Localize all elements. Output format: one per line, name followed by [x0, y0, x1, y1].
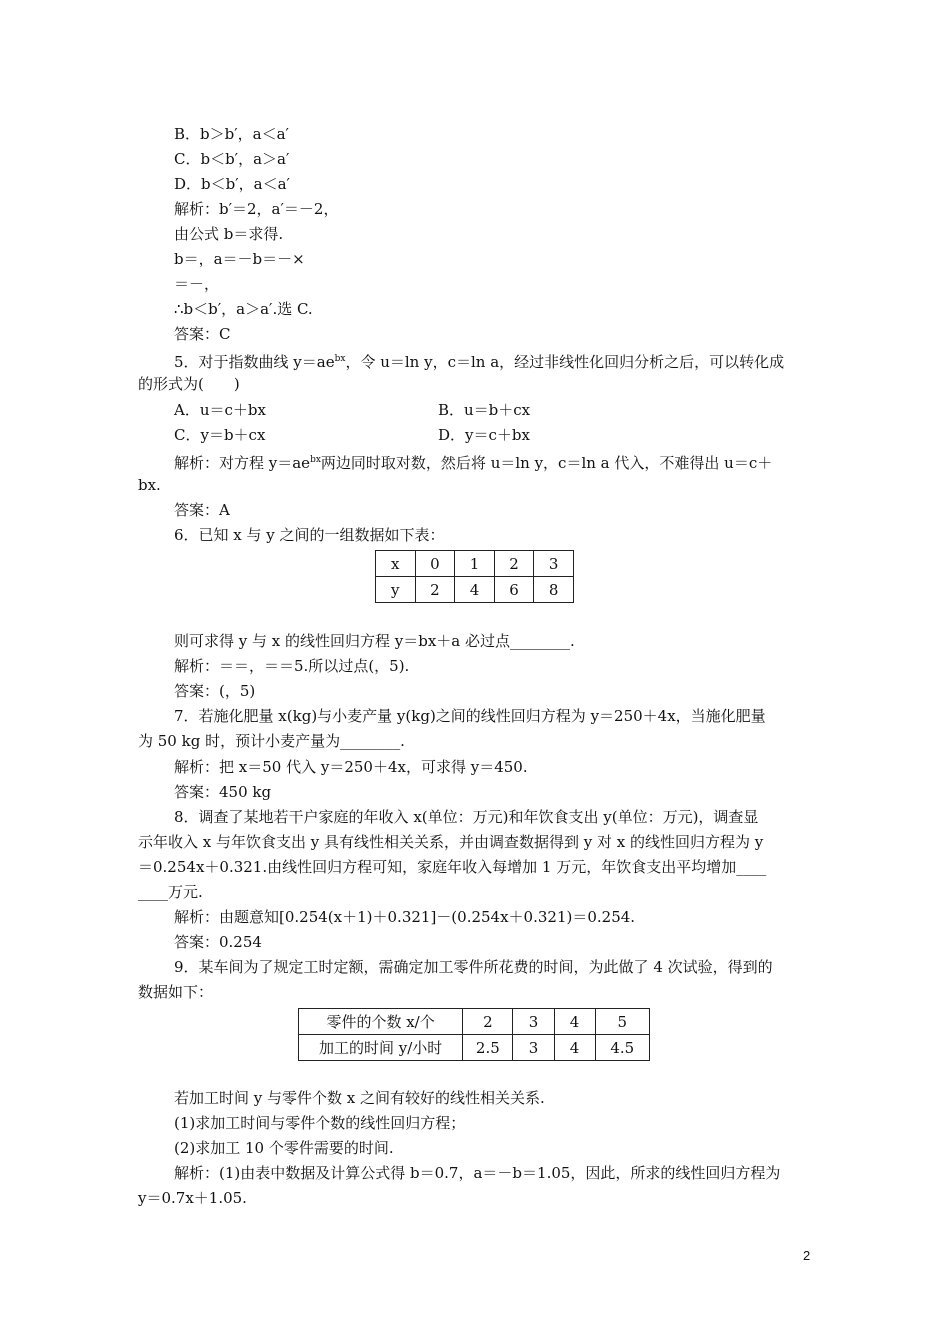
analysis-line: 解析：＝＝，＝＝5.所以过点(，5).: [174, 657, 410, 675]
table-cell: 3: [534, 551, 574, 577]
option-d: D．y＝c＋bx: [438, 426, 530, 444]
data-table-9: [298, 1008, 650, 1061]
question-5-cont: 的形式为( ): [138, 375, 240, 393]
table-cell: 1: [455, 551, 495, 577]
question-8: 8．调查了某地若干户家庭的年收入 x(单位：万元)和年饮食支出 y(单位：万元)，调查显: [174, 808, 759, 826]
page-number: 2: [803, 1248, 811, 1263]
question-8-cont: ＝0.254x＋0.321.由线性回归方程可知，家庭年收入每增加 1 万元，年饮食支出平均增加____: [138, 858, 767, 876]
option-c: C．b＜b′，a＞a′: [174, 150, 290, 168]
table-row: [376, 551, 574, 577]
answer-line: 答案：C: [174, 325, 231, 343]
question-9: 9．某车间为了规定工时定额，需确定加工零件所花费的时间，为此做了 4 次试验，得到的: [174, 958, 773, 976]
option-b: B．u＝b＋cx: [438, 401, 531, 419]
answer-line: 答案：450 kg: [174, 783, 272, 801]
analysis-line: bx.: [138, 476, 161, 494]
table-cell: 2: [463, 1009, 513, 1035]
analysis-line: ∴b＜b′，a＞a′.选 C.: [174, 300, 313, 318]
option-d: D．b＜b′，a＜a′: [174, 175, 290, 193]
table-cell: 2.5: [463, 1035, 513, 1061]
analysis-line: 由公式 b＝求得.: [174, 225, 284, 243]
table-row: [299, 1009, 650, 1035]
table-cell: 零件的个数 x/个: [299, 1009, 463, 1035]
option-a: A．u＝c＋bx: [174, 401, 266, 419]
table-cell: 8: [534, 577, 574, 603]
question-8-cont: 示年收入 x 与年饮食支出 y 具有线性相关关系，并由调查数据得到 y 对 x 的线性回归方程为 y: [138, 833, 764, 851]
analysis-rest: 两边同时取对数，然后将 u＝ln y，c＝ln a 代入，不难得出 u＝c＋: [320, 454, 773, 472]
table-cell: 3: [513, 1009, 554, 1035]
table-cell: 2: [415, 577, 455, 603]
analysis-line: ＝－，: [174, 275, 220, 293]
data-table-6: [375, 550, 574, 603]
table-cell: 4: [554, 1009, 595, 1035]
table-cell: 4.5: [595, 1035, 649, 1061]
table-cell: x: [376, 551, 416, 577]
table-cell: 0: [415, 551, 455, 577]
answer-line: 答案：A: [174, 501, 230, 519]
analysis-line: 解析：b′＝2，a′＝－2，: [174, 200, 339, 218]
question-5-start: 5．对于指数曲线 y＝ae: [174, 353, 335, 371]
table-cell: 4: [554, 1035, 595, 1061]
question-7-cont: 为 50 kg 时，预计小麦产量为________.: [138, 732, 405, 750]
analysis-line: b＝，a＝－b＝－×: [174, 250, 305, 268]
question-9-part1: (1)求加工时间与零件个数的线性回归方程；: [174, 1114, 466, 1132]
question-9-cont: 数据如下：: [138, 983, 214, 1001]
exponent: bx: [334, 354, 346, 364]
analysis-line: y＝0.7x＋1.05.: [138, 1189, 247, 1207]
analysis-line: 解析：把 x＝50 代入 y＝250＋4x，可求得 y＝450.: [174, 758, 528, 776]
question-5-rest: ，令 u＝ln y，c＝ln a，经过非线性化回归分析之后，可以转化成: [345, 353, 785, 371]
table-cell: 加工的时间 y/小时: [299, 1035, 463, 1061]
table-row: [376, 577, 574, 603]
table-cell: 3: [513, 1035, 554, 1061]
question-9-part2: (2)求加工 10 个零件需要的时间.: [174, 1139, 394, 1157]
table-cell: 6: [494, 577, 534, 603]
exponent: bx: [310, 455, 321, 465]
answer-line: 答案：(，5): [174, 682, 256, 700]
question-6: 6．已知 x 与 y 之间的一组数据如下表：: [174, 526, 445, 544]
table-cell: 2: [494, 551, 534, 577]
answer-line: 答案：0.254: [174, 933, 262, 951]
analysis-line: 解析：由题意知[0.254(x＋1)＋0.321]－(0.254x＋0.321)＝0.254.: [174, 908, 636, 926]
question-5: [174, 349, 784, 372]
analysis-line: 解析：(1)由表中数据及计算公式得 b＝0.7，a＝－b＝1.05，因此，所求的线性回归方程为: [174, 1164, 781, 1182]
question-9-cont: 若加工时间 y 与零件个数 x 之间有较好的线性相关关系.: [174, 1089, 545, 1107]
option-b: B．b＞b′，a＜a′: [174, 125, 289, 143]
table-cell: 5: [595, 1009, 649, 1035]
table-row: [299, 1035, 650, 1061]
analysis-start: 解析：对方程 y＝ae: [174, 454, 311, 472]
analysis-line: [174, 450, 772, 473]
question-6-cont: 则可求得 y 与 x 的线性回归方程 y＝bx＋a 必过点________.: [174, 632, 575, 650]
table-cell: 4: [455, 577, 495, 603]
option-c: C．y＝b＋cx: [174, 426, 266, 444]
question-8-cont: ____万元.: [138, 883, 203, 901]
table-cell: y: [376, 577, 416, 603]
question-7: 7．若施化肥量 x(kg)与小麦产量 y(kg)之间的线性回归方程为 y＝250＋4x，当施化肥量: [174, 707, 766, 725]
